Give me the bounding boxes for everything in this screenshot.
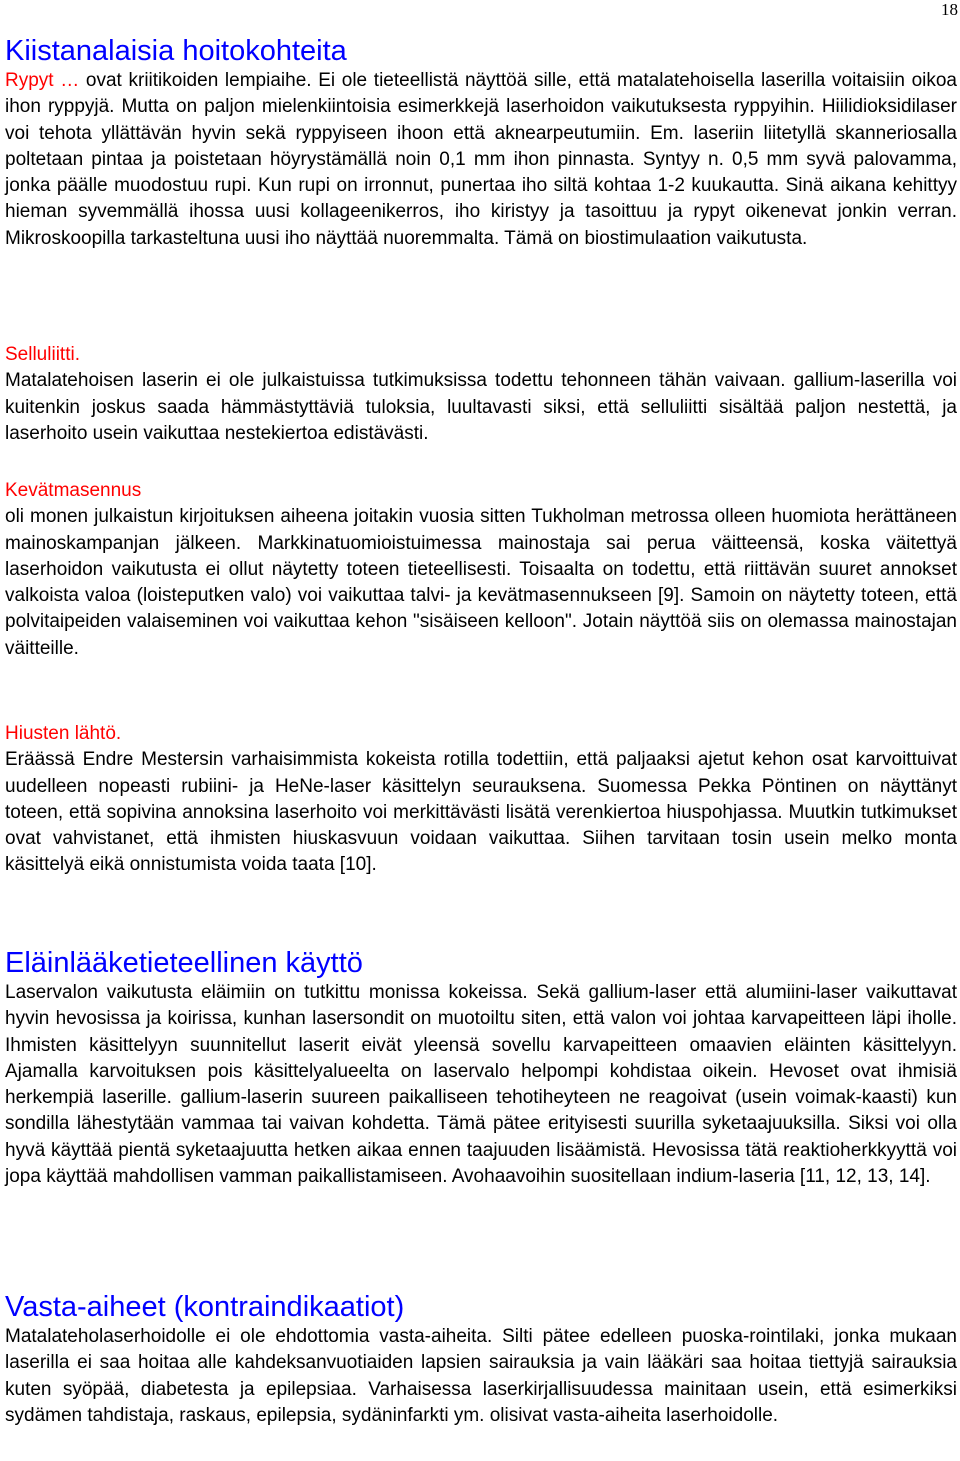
selluliitti-text: Matalatehoisen laserin ei ole julkaistuissa tutkimuksissa todettu tehonneen tähän vaivaan. gallium-laserilla voi kuitenkin joskus saada hämmästyttäviä tuloksia, luultavasti siksi, että selluliitti sisältää paljon nestettä, ja laserhoito usein vaikuttaa nestekiertoa edistävästi. [5,370,957,444]
section-title: Kiistanalaisia hoitokohteita [5,35,347,67]
rypyt-text: ovat kriitikoiden lempiaihe. Ei ole tieteellistä näyttöä sille, että matalatehoisella laserilla voitaisiin oikoa ihon ryppyjä. Mutta on paljon mielenkiintoisia esimerkkejä laserhoidon vaikutuksesta ryppyihin. Hiilidioksidilaser voi tehota yllättävän hyvin sekä ryppyiseen ihoon että aknearpeutumiin. Em. laseriin liitetyllä skanneriosalla poltetaan pintaa ja poistetaan höyrystämällä noin 0,1 mm ihon pinnasta. Syntyy n. 0,5 mm syvä palovamma, jonka päälle muodostuu rupi. Kun rupi on irronnut, punertaa iho siltä kohtaa 1-2 kuukautta. Sinä aikana kehittyy hieman syvemmällä ihossa uusi kollageenikerros, iho kiristyy ja tasoittuu ja rypyt oikenevat jonkin verran. Mikroskoopilla tarkasteltuna uusi iho näyttää nuoremmalta. Tämä on biostimulaation vaikutusta. [5,70,957,249]
vasta-aiheet-text: Matalateholaserhoidolle ei ole ehdottomia vasta-aiheita. Silti pätee edelleen puoska-rointilaki, jonka mukaan laserilla ei saa hoitaa alle kahdeksanvuotiaiden lapsien sairauksia ja vain lääkäri saa hoitaa tiettyjä sairauksia kuten syöpää, diabetesta ja epilepsiaa. Varhaisessa laserkirjallisuudessa mainitaan usein, että esimerkiksi sydämen tahdistaja, raskaus, epilepsia, sydäninfarkti ym. olisivat vasta-aiheita laserhoidolle. [5,1326,957,1426]
section-kevatmasennus [5,478,957,662]
kevatmasennus-text: oli monen julkaistun kirjoituksen aiheena joitakin vuosia sitten Tukholman metrossa olleen huomiota herättäneen mainoskampanjan jälkeen. Markkinatuomioistuimessa mainostaja sai perua väitteensä, koska väitettyä laserhoidon vaikutusta ei ollut näytetty toteen tieteellisesti. Toisaalta on todettu, että riittävän suuret annokset valkoista valoa (loisteputken valo) voi vaikuttaa talvi- ja kevätmasennukseen [9]. Samoin on näytetty toteen, että polvitaipeiden valaiseminen voi vaikuttaa kehon "sisäiseen kelloon". Jotain näyttöä siis on olemassa mainostajan väitteille. [5,506,957,659]
page-number: 18 [941,0,958,19]
kevatmasennus-heading: Kevätmasennus [5,480,142,501]
section-hiusten [5,721,957,879]
hiusten-heading: Hiusten lähtö. [5,723,122,744]
section-title: Eläinlääketieteellinen käyttö [5,947,363,979]
section-kiistanalaisia [5,34,957,252]
section-selluliitti [5,342,957,447]
rypyt-lead: Rypyt … [5,70,80,91]
section-elainlaaketieteellinen [5,946,957,1190]
section-vasta-aiheet [5,1290,957,1429]
selluliitti-heading: Selluliitti. [5,344,80,365]
hiusten-text: Eräässä Endre Mestersin varhaisimmista kokeista rotilla todettiin, että paljaaksi ajetut kehon osat karvoittuivat uudelleen nopeasti rubiini- ja HeNe-laser käsittelyn seurauksena. Suomessa Pekka Pöntinen on näyttänyt toteen, että sopivina annoksina laserhoito voi merkittävästi lisätä verenkiertoa hiuspohjassa. Muutkin tutkimukset ovat vahvistanet, että ihmisten hiuskasvuun voidaan vaikuttaa. Siihen tarvitaan tosin usein melko monta käsittelyä eikä onnistumista voida taata [10]. [5,749,957,876]
section-title: Vasta-aiheet (kontraindikaatiot) [5,1291,405,1323]
elain-text: Laservalon vaikutusta eläimiin on tutkittu monissa kokeissa. Sekä gallium-laser että alumiini-laser vaikuttavat hyvin hevosissa ja koirissa, kunhan lasersondit on muotoiltu siten, että valon voi johtaa karvapeitteen läpi iholle. Ihmisten käsittelyyn suunnitellut laserit eivät yleensä sovellu karvapeitteen omaavien eläinten käsittelyyn. Ajamalla karvoituksen pois käsittelyalueelta on laservalo helpompi kohdistaa oikein. Hevoset ovat ihmisiä herkempiä laserille. gallium-laserin suureen paikalliseen tehotiheyteen ne reagoivat (usein voimak-kaasti) kun sondilla lähestytään vammaa tai vaivan kohdetta. Tämä pätee erityisesti suurilla syketaajuuksilla. Siksi voi olla hyvä käyttää pientä syketaajuutta hetken aikaa ennen taajuuden lisäämistä. Hevosissa tätä reaktioherkkyyttä voi jopa käyttää mahdollisen vamman paikallistamiseen. Avohaavoihin suositellaan indium-laseria [11, 12, 13, 14]. [5,982,957,1188]
paragraph-rypyt [5,68,957,252]
